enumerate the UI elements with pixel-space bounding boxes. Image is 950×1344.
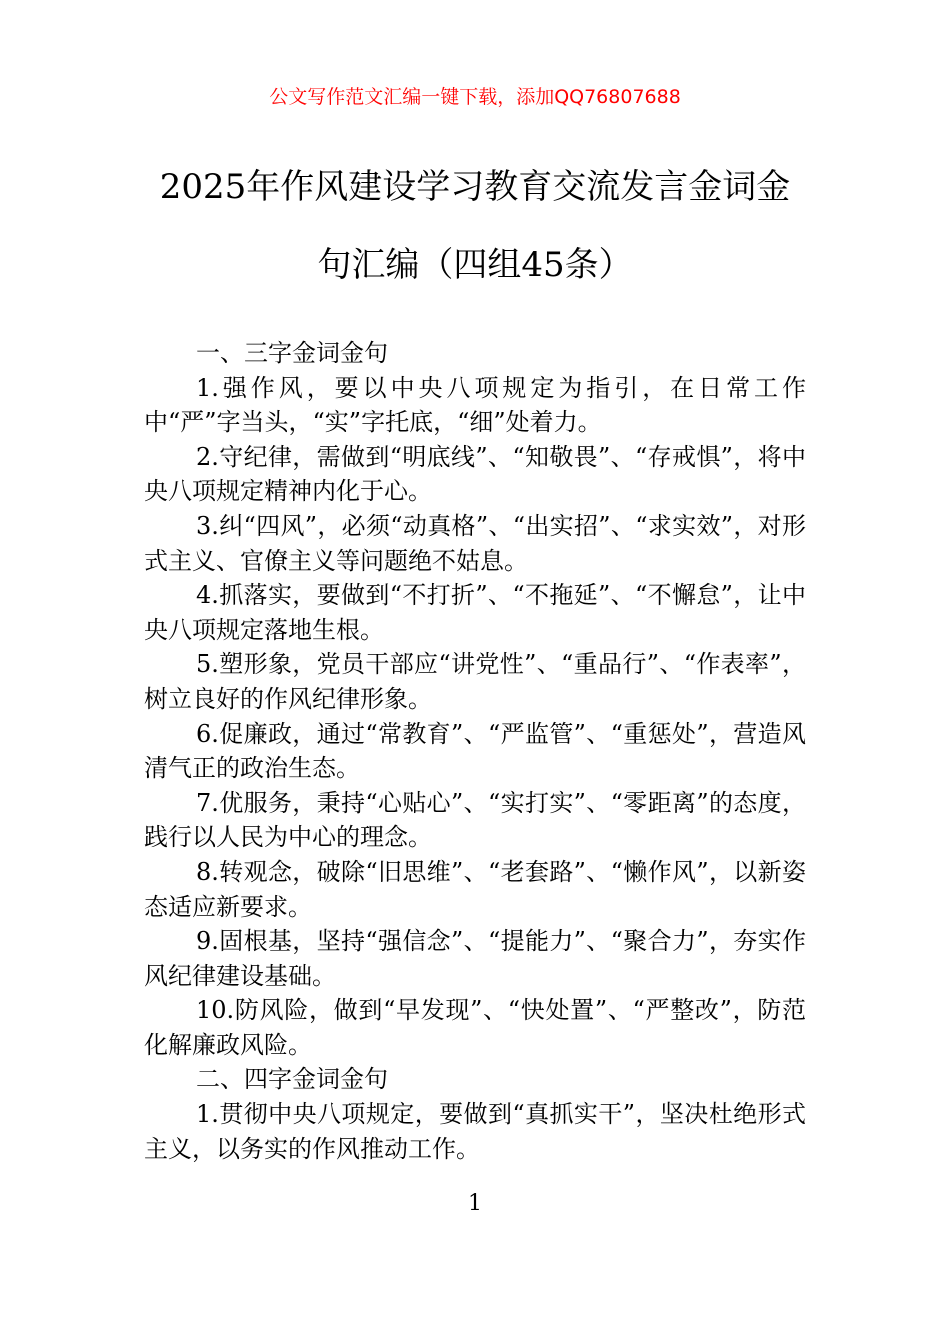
header-ad-text: 公文写作范文汇编一键下载，添加QQ76807688 bbox=[269, 86, 681, 108]
paragraph-item: 7.优服务，秉持“心贴心”、“实打实”、“零距离”的态度，践行以人民为中心的理念。 bbox=[144, 788, 806, 852]
page-number: 1 bbox=[468, 1191, 482, 1216]
paragraph-item: 1.贯彻中央八项规定，要做到“真抓实干”，坚决杜绝形式主义，以务实的作风推动工作。 bbox=[144, 1100, 806, 1163]
section-heading-1: 一、三字金词金句 bbox=[196, 339, 388, 367]
paragraph-item: 3.纠“四风”，必须“动真格”、“出实招”、“求实效”，对形式主义、官僚主义等问题绝不姑息。 bbox=[144, 511, 806, 575]
paragraph-item: 2.守纪律，需做到“明底线”、“知敬畏”、“存戒惧”，将中央八项规定精神内化于心。 bbox=[144, 442, 806, 506]
paragraph-item: 1.强作风，要以中央八项规定为指引，在日常工作中“严”字当头，“实”字托底，“细”处着力。 bbox=[144, 373, 806, 437]
section-heading-2: 二、四字金词金句 bbox=[196, 1065, 388, 1094]
document-title-line-2: 句汇编（四组45条） bbox=[317, 245, 633, 285]
paragraph-item: 4.抓落实，要做到“不打折”、“不拖延”、“不懈怠”，让中央八项规定落地生根。 bbox=[144, 581, 806, 644]
paragraph-item: 5.塑形象，党员干部应“讲党性”、“重品行”、“作表率”，树立良好的作风纪律形象。 bbox=[144, 650, 806, 713]
paragraph-item: 8.转观念，破除“旧思维”、“老套路”、“懒作风”，以新姿态适应新要求。 bbox=[144, 857, 806, 921]
paragraph-item: 9.固根基，坚持“强信念”、“提能力”、“聚合力”，夯实作风纪律建设基础。 bbox=[144, 927, 806, 990]
document-body bbox=[144, 336, 806, 1166]
document-title-line-1: 2025年作风建设学习教育交流发言金词金 bbox=[159, 167, 791, 207]
paragraph-item: 6.促廉政，通过“常教育”、“严监管”、“重惩处”，营造风清气正的政治生态。 bbox=[144, 719, 806, 783]
paragraph-item: 10.防风险，做到“早发现”、“快处置”、“严整改”，防范化解廉政风险。 bbox=[144, 996, 806, 1059]
